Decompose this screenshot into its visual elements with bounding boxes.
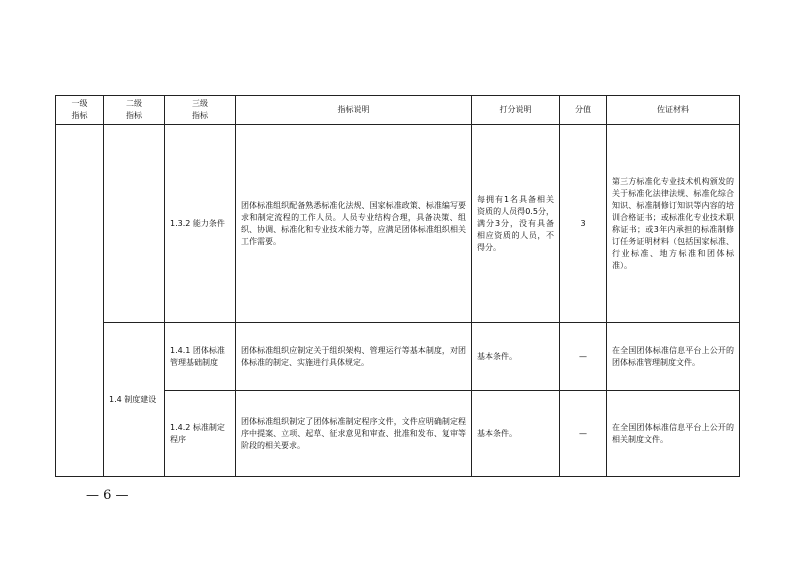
description-text: 团体标准组织配备熟悉标准化法规、国家标准政策、标准编写要求和制定流程的工作人员。人员专业结构合理，具备决策、组织、协调、标准化和专业技术能力等，应满足团体标准组织相关工作需要。	[241, 200, 466, 246]
header-level1-text: 一级 指标	[71, 99, 88, 120]
header-description-text: 指标说明	[337, 105, 370, 114]
score-cell	[560, 323, 607, 391]
header-evidence-text: 佐证材料	[657, 105, 689, 114]
scoring-text: 基本条件。	[477, 351, 517, 361]
page-number: — 6 —	[86, 488, 129, 503]
level3-text: 1.4.1 团体标准管理基础制度	[170, 345, 225, 367]
level3-text: 1.4.2 标准制定程序	[170, 422, 225, 444]
header-scoring	[472, 96, 560, 125]
scoring-text: 每拥有1名具备相关资质的人员得0.5分，满分3分，没有具备相应资质的人员，不得分。	[477, 194, 554, 252]
header-scoring-text: 打分说明	[499, 105, 532, 114]
description-cell	[236, 323, 472, 391]
score-cell	[560, 391, 607, 477]
level3-cell	[165, 125, 236, 323]
header-description	[236, 96, 472, 125]
level2-cell	[104, 323, 165, 477]
level2-text: 1.4 制度建设	[109, 394, 157, 404]
level3-cell	[165, 323, 236, 391]
scoring-text: 基本条件。	[477, 428, 517, 438]
scoring-cell	[472, 125, 560, 323]
table-row	[56, 323, 740, 391]
header-level3-text: 三级 指标	[192, 99, 208, 120]
header-score	[560, 96, 607, 125]
score-value: 3	[580, 218, 586, 228]
level1-cell	[56, 125, 104, 477]
level2-cell	[104, 125, 165, 323]
header-score-text: 分值	[575, 105, 591, 114]
header-level2-text: 二级 指标	[126, 99, 142, 120]
header-evidence	[607, 96, 740, 125]
evidence-text: 第三方标准化专业技术机构颁发的关于标准化法律法规、标准化综合知识、标准制修订知识等内容的培训合格证书；或标准化专业技术职称证书；或3年内承担的标准制修订任务证明材料（包括国家标准、行业标准、地方标准和团体标准）。	[612, 176, 734, 270]
table-row	[56, 125, 740, 323]
scoring-cell	[472, 323, 560, 391]
level3-cell	[165, 391, 236, 477]
description-text: 团体标准组织制定了团体标准制定程序文件，文件应明确制定程序中提案、立项、起草、征求意见和审查、批准和发布、复审等阶段的相关要求。	[241, 416, 466, 450]
evidence-text: 在全国团体标准信息平台上公开的团体标准管理制度文件。	[612, 345, 734, 367]
header-level1	[56, 96, 104, 125]
indicator-table	[55, 95, 740, 477]
score-cell	[560, 125, 607, 323]
description-text: 团体标准组织应制定关于组织架构、管理运行等基本制度，对团体标准的制定、实施进行具体规定。	[241, 345, 466, 367]
header-level2	[104, 96, 165, 125]
header-level3	[165, 96, 236, 125]
evidence-cell	[607, 391, 740, 477]
evidence-cell	[607, 125, 740, 323]
evidence-text: 在全国团体标准信息平台上公开的相关制度文件。	[612, 422, 734, 444]
score-value: —	[579, 428, 587, 438]
score-value: —	[579, 351, 587, 361]
description-cell	[236, 125, 472, 323]
evidence-cell	[607, 323, 740, 391]
level3-text: 1.3.2 能力条件	[170, 218, 225, 228]
description-cell	[236, 391, 472, 477]
table-header-row	[56, 96, 740, 125]
scoring-cell	[472, 391, 560, 477]
